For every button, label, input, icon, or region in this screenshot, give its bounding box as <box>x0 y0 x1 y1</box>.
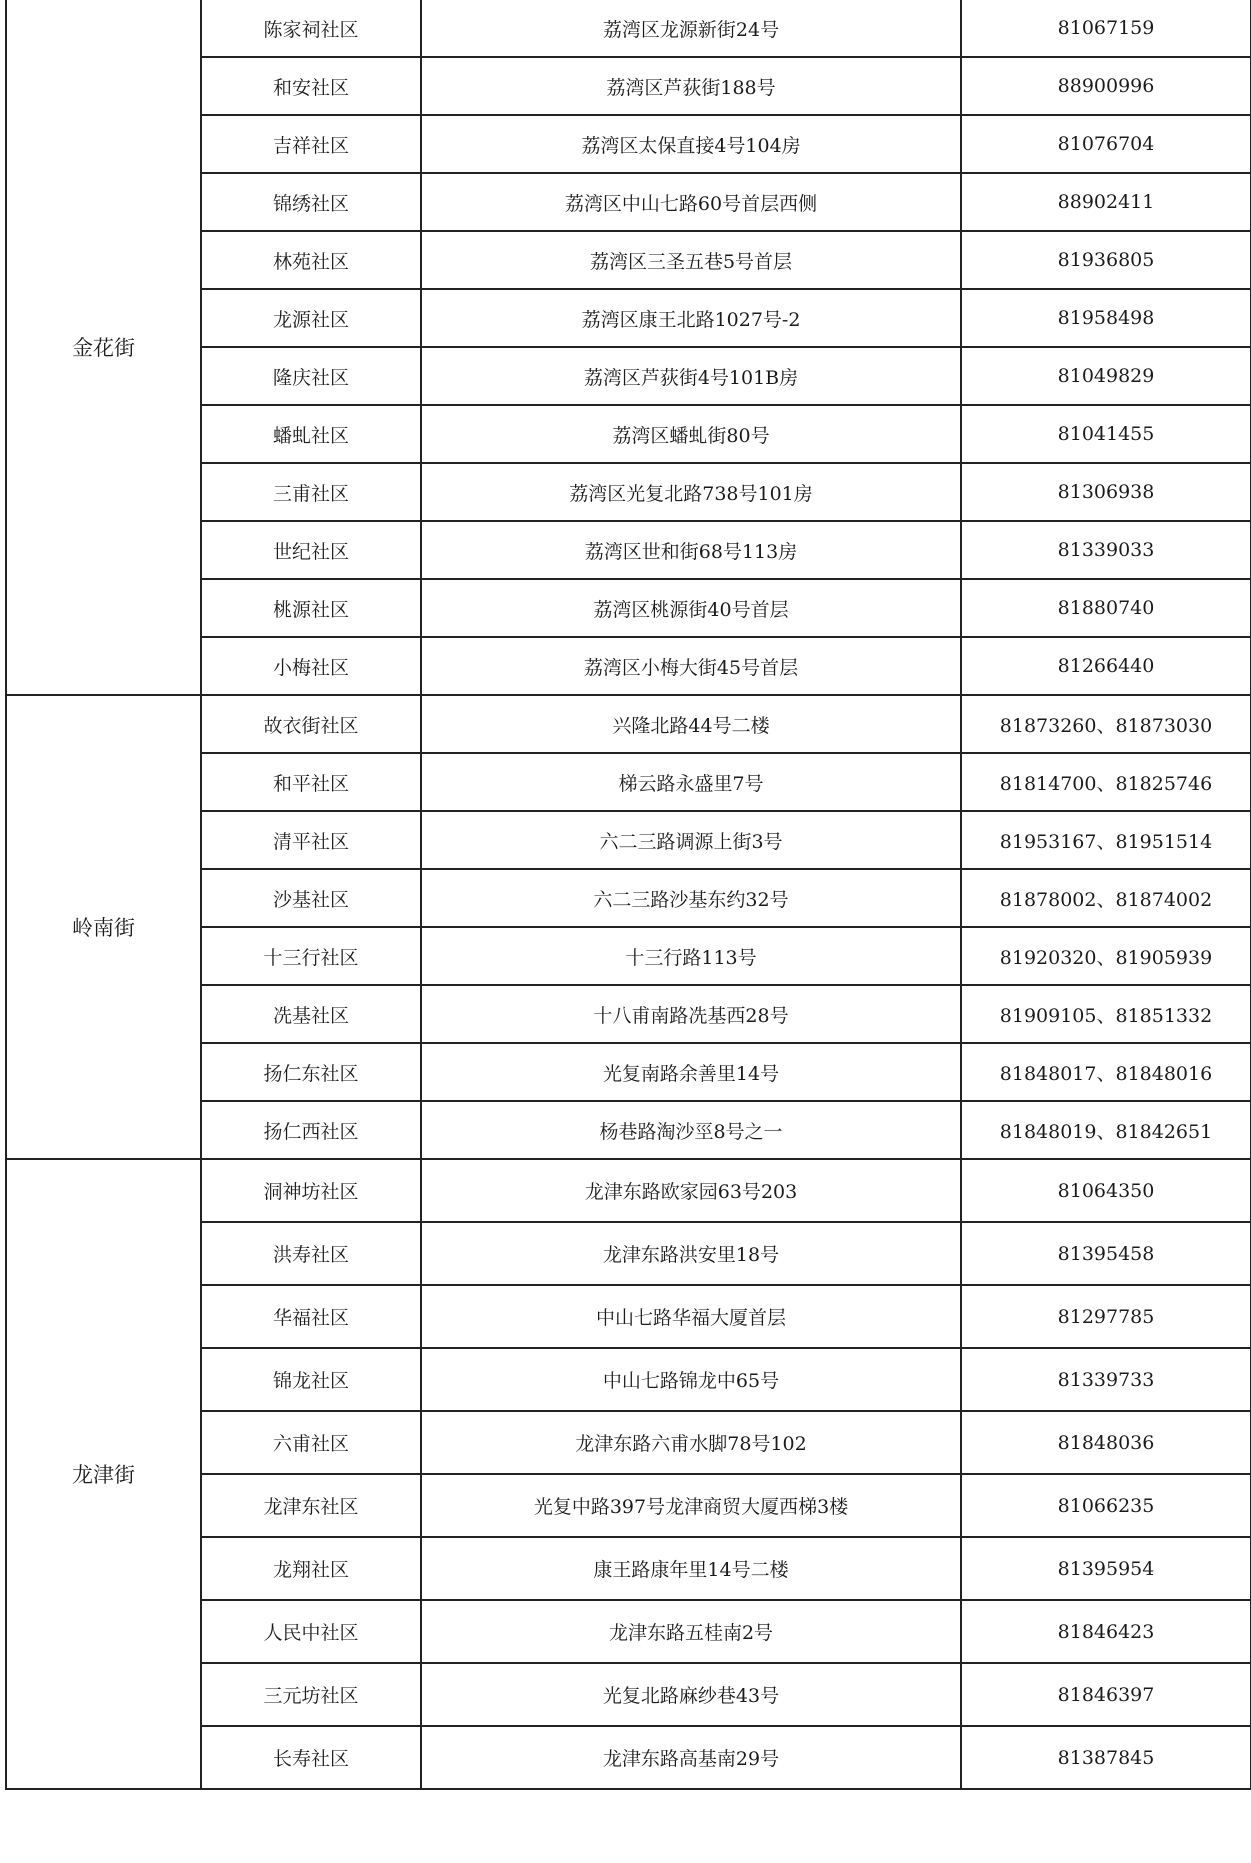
community-name-cell: 沙基社区 <box>201 869 421 927</box>
address-cell: 龙津东路六甫水脚78号102 <box>421 1411 961 1474</box>
address-cell: 光复中路397号龙津商贸大厦西梯3楼 <box>421 1474 961 1537</box>
phone-cell: 88902411 <box>961 173 1251 231</box>
community-name-cell: 三元坊社区 <box>201 1663 421 1726</box>
phone-cell: 81306938 <box>961 463 1251 521</box>
phone-cell: 81076704 <box>961 115 1251 173</box>
phone-cell: 81049829 <box>961 347 1251 405</box>
community-name-cell: 蟠虬社区 <box>201 405 421 463</box>
address-cell: 荔湾区芦荻街188号 <box>421 57 961 115</box>
community-name-cell: 陈家祠社区 <box>201 0 421 57</box>
phone-cell: 81848019、81842651 <box>961 1101 1251 1159</box>
address-cell: 龙津东路洪安里18号 <box>421 1222 961 1285</box>
address-cell: 中山七路华福大厦首层 <box>421 1285 961 1348</box>
community-name-cell: 世纪社区 <box>201 521 421 579</box>
address-cell: 荔湾区桃源街40号首层 <box>421 579 961 637</box>
phone-cell: 81395954 <box>961 1537 1251 1600</box>
phone-cell: 81387845 <box>961 1726 1251 1789</box>
table-body <box>6 0 1251 1789</box>
phone-cell: 81339033 <box>961 521 1251 579</box>
address-cell: 荔湾区康王北路1027号-2 <box>421 289 961 347</box>
community-name-cell: 锦绣社区 <box>201 173 421 231</box>
street-name-cell: 金花街 <box>6 0 201 695</box>
community-name-cell: 吉祥社区 <box>201 115 421 173</box>
phone-cell: 81846397 <box>961 1663 1251 1726</box>
community-name-cell: 和平社区 <box>201 753 421 811</box>
community-name-cell: 小梅社区 <box>201 637 421 695</box>
community-name-cell: 六甫社区 <box>201 1411 421 1474</box>
phone-cell: 81958498 <box>961 289 1251 347</box>
address-cell: 荔湾区龙源新街24号 <box>421 0 961 57</box>
phone-cell: 81067159 <box>961 0 1251 57</box>
street-name-cell: 岭南街 <box>6 695 201 1159</box>
community-name-cell: 人民中社区 <box>201 1600 421 1663</box>
table-row <box>6 1159 1251 1222</box>
community-name-cell: 故衣街社区 <box>201 695 421 753</box>
phone-cell: 81848017、81848016 <box>961 1043 1251 1101</box>
address-cell: 梯云路永盛里7号 <box>421 753 961 811</box>
phone-cell: 81848036 <box>961 1411 1251 1474</box>
community-name-cell: 林苑社区 <box>201 231 421 289</box>
address-cell: 龙津东路五桂南2号 <box>421 1600 961 1663</box>
phone-cell: 81880740 <box>961 579 1251 637</box>
address-cell: 杨巷路淘沙巠8号之一 <box>421 1101 961 1159</box>
address-cell: 龙津东路高基南29号 <box>421 1726 961 1789</box>
community-name-cell: 龙源社区 <box>201 289 421 347</box>
address-cell: 六二三路沙基东约32号 <box>421 869 961 927</box>
community-name-cell: 龙津东社区 <box>201 1474 421 1537</box>
address-cell: 荔湾区芦荻街4号101B房 <box>421 347 961 405</box>
community-name-cell: 洞神坊社区 <box>201 1159 421 1222</box>
address-cell: 中山七路锦龙中65号 <box>421 1348 961 1411</box>
address-cell: 六二三路调源上街3号 <box>421 811 961 869</box>
phone-cell: 81339733 <box>961 1348 1251 1411</box>
phone-cell: 81936805 <box>961 231 1251 289</box>
community-name-cell: 桃源社区 <box>201 579 421 637</box>
phone-cell: 81909105、81851332 <box>961 985 1251 1043</box>
community-name-cell: 龙翔社区 <box>201 1537 421 1600</box>
street-name-cell: 龙津街 <box>6 1159 201 1789</box>
address-cell: 十八甫南路冼基西28号 <box>421 985 961 1043</box>
community-name-cell: 三甫社区 <box>201 463 421 521</box>
community-name-cell: 冼基社区 <box>201 985 421 1043</box>
community-name-cell: 扬仁东社区 <box>201 1043 421 1101</box>
phone-cell: 81395458 <box>961 1222 1251 1285</box>
phone-cell: 81066235 <box>961 1474 1251 1537</box>
phone-cell: 81878002、81874002 <box>961 869 1251 927</box>
phone-cell: 81846423 <box>961 1600 1251 1663</box>
community-name-cell: 清平社区 <box>201 811 421 869</box>
community-name-cell: 十三行社区 <box>201 927 421 985</box>
phone-cell: 88900996 <box>961 57 1251 115</box>
community-name-cell: 和安社区 <box>201 57 421 115</box>
address-cell: 荔湾区小梅大街45号首层 <box>421 637 961 695</box>
phone-cell: 81953167、81951514 <box>961 811 1251 869</box>
phone-cell: 81920320、81905939 <box>961 927 1251 985</box>
community-name-cell: 华福社区 <box>201 1285 421 1348</box>
address-cell: 康王路康年里14号二楼 <box>421 1537 961 1600</box>
phone-cell: 81814700、81825746 <box>961 753 1251 811</box>
address-cell: 兴隆北路44号二楼 <box>421 695 961 753</box>
address-cell: 荔湾区中山七路60号首层西侧 <box>421 173 961 231</box>
phone-cell: 81297785 <box>961 1285 1251 1348</box>
phone-cell: 81041455 <box>961 405 1251 463</box>
table-row <box>6 0 1251 57</box>
address-cell: 龙津东路欧家园63号203 <box>421 1159 961 1222</box>
address-cell: 荔湾区三圣五巷5号首层 <box>421 231 961 289</box>
address-cell: 荔湾区蟠虬街80号 <box>421 405 961 463</box>
address-cell: 光复北路麻纱巷43号 <box>421 1663 961 1726</box>
address-cell: 荔湾区太保直接4号104房 <box>421 115 961 173</box>
table-row <box>6 695 1251 753</box>
address-cell: 十三行路113号 <box>421 927 961 985</box>
address-cell: 荔湾区世和街68号113房 <box>421 521 961 579</box>
address-cell: 光复南路余善里14号 <box>421 1043 961 1101</box>
phone-cell: 81266440 <box>961 637 1251 695</box>
community-name-cell: 洪寿社区 <box>201 1222 421 1285</box>
phone-cell: 81064350 <box>961 1159 1251 1222</box>
community-table <box>5 0 1251 1790</box>
community-name-cell: 锦龙社区 <box>201 1348 421 1411</box>
community-name-cell: 隆庆社区 <box>201 347 421 405</box>
community-name-cell: 长寿社区 <box>201 1726 421 1789</box>
community-name-cell: 扬仁西社区 <box>201 1101 421 1159</box>
address-cell: 荔湾区光复北路738号101房 <box>421 463 961 521</box>
phone-cell: 81873260、81873030 <box>961 695 1251 753</box>
